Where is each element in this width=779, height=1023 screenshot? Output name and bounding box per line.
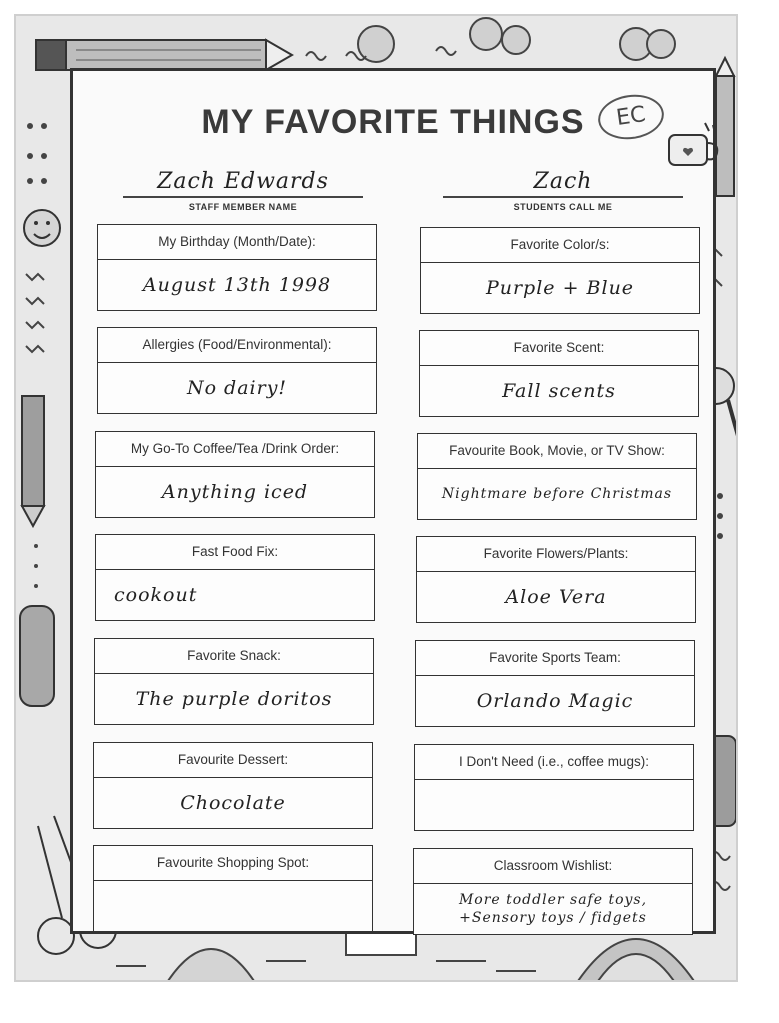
field-answer[interactable]: Chocolate [180, 792, 286, 814]
smiley-icon [24, 210, 60, 246]
field-drink-order[interactable] [95, 431, 375, 518]
field-flowers-plants[interactable] [416, 536, 696, 623]
staff-name-block [123, 169, 363, 212]
field-answer[interactable]: cookout [114, 584, 198, 606]
field-book-movie-show[interactable] [417, 433, 697, 520]
staff-name-value: Zach Edwards [123, 169, 363, 198]
field-dessert[interactable] [93, 742, 373, 829]
field-answer[interactable]: Fall scents [502, 380, 616, 402]
field-favorite-scent[interactable] [419, 330, 699, 417]
field-answer[interactable] [94, 881, 372, 931]
initials-badge: EC [595, 91, 666, 144]
staff-name-caption: STAFF MEMBER NAME [188, 202, 298, 212]
field-allergies[interactable] [97, 327, 377, 414]
field-label: My Go-To Coffee/Tea /Drink Order: [96, 432, 374, 467]
field-shopping-spot[interactable] [93, 845, 373, 932]
field-birthday[interactable] [97, 224, 377, 311]
field-label: My Birthday (Month/Date): [98, 225, 376, 260]
field-answer[interactable]: Aloe Vera [505, 586, 607, 608]
field-classroom-wishlist[interactable] [413, 848, 693, 935]
student-name-value: Zach [443, 169, 683, 198]
field-label: Favourite Book, Movie, or TV Show: [418, 434, 696, 469]
field-answer[interactable]: The purple doritos [135, 688, 333, 710]
pencil-icon [36, 40, 292, 70]
field-sports-team[interactable] [415, 640, 695, 727]
field-label: Classroom Wishlist: [414, 849, 692, 884]
field-label: Favourite Dessert: [94, 743, 372, 778]
field-label: Allergies (Food/Environmental): [98, 328, 376, 363]
crayon-icon [22, 396, 44, 526]
field-label: Favorite Snack: [95, 639, 373, 674]
field-favorite-color[interactable] [420, 227, 700, 314]
field-answer[interactable]: Anything iced [161, 481, 309, 503]
field-dont-need[interactable] [414, 744, 694, 831]
cloud-doodles [358, 18, 675, 62]
student-name-caption: STUDENTS CALL ME [513, 202, 613, 212]
field-label: Fast Food Fix: [96, 535, 374, 570]
field-answer[interactable] [414, 884, 692, 934]
field-fast-food[interactable] [95, 534, 375, 621]
worksheet-page [14, 14, 738, 982]
field-label: Favorite Scent: [420, 331, 698, 366]
form-area [70, 68, 716, 934]
field-label: Favorite Flowers/Plants: [417, 537, 695, 572]
field-answer[interactable]: No dairy! [186, 377, 288, 399]
field-label: Favorite Color/s: [421, 228, 699, 263]
field-answer[interactable]: August 13th 1998 [142, 274, 332, 296]
student-name-block [443, 169, 683, 212]
field-answer[interactable]: Nightmare before Christmas [441, 486, 673, 502]
field-snack[interactable] [94, 638, 374, 725]
wishlist-line-2: +Sensory toys / fidgets [459, 910, 647, 926]
field-label: I Don't Need (i.e., coffee mugs): [415, 745, 693, 780]
field-answer[interactable]: Orlando Magic [476, 690, 634, 712]
page-title: MY FAVORITE THINGS [201, 103, 585, 141]
field-label: Favorite Sports Team: [416, 641, 694, 676]
coffee-cup-icon [665, 121, 725, 173]
field-answer[interactable] [415, 780, 693, 830]
field-label: Favourite Shopping Spot: [94, 846, 372, 881]
field-answer[interactable]: Purple + Blue [485, 277, 635, 299]
wishlist-line-1: More toddler safe toys, [458, 892, 648, 908]
